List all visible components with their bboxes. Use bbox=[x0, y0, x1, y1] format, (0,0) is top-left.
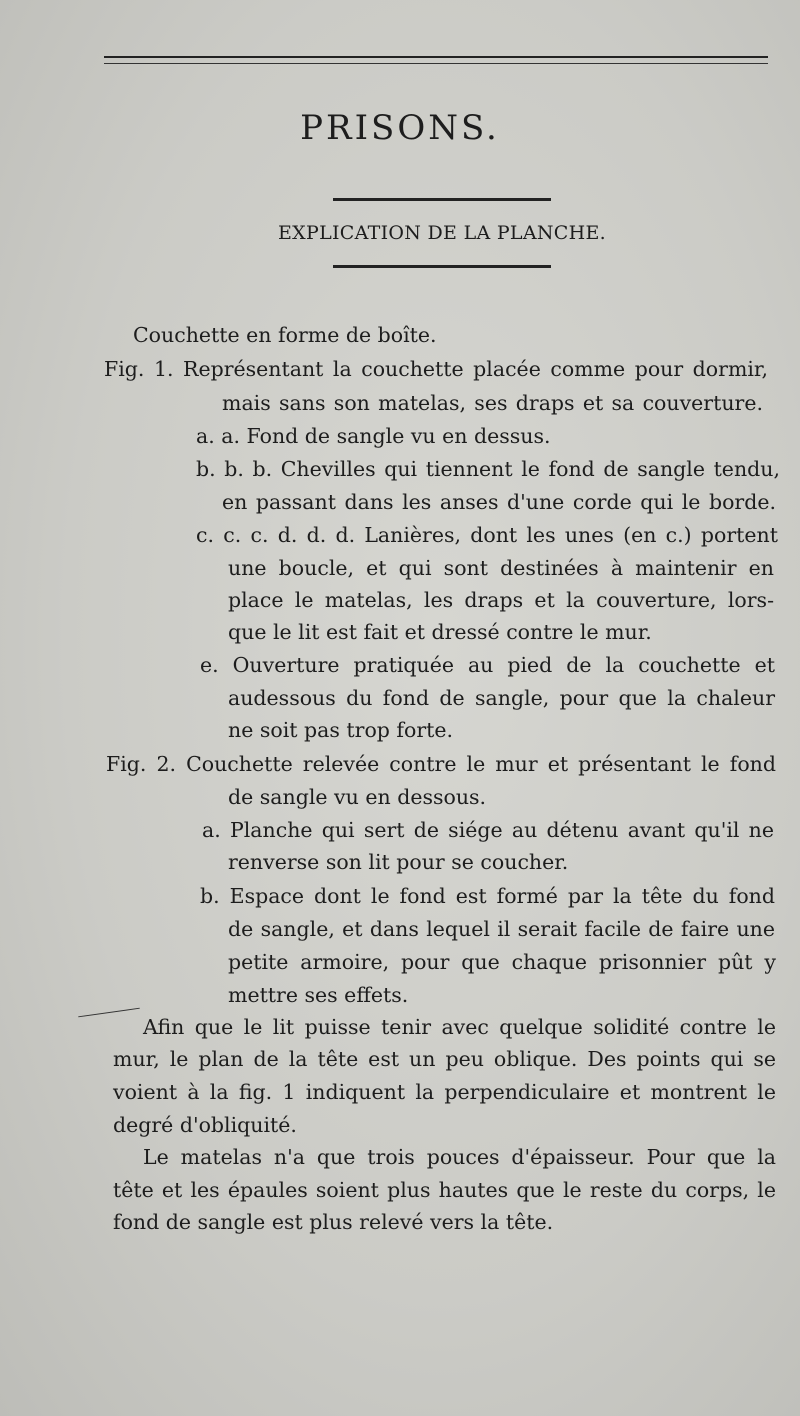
text-line: voient à la fig. 1 indiquent la perpendiculaire et montrent le bbox=[113, 1080, 776, 1104]
text-line: que le lit est fait et dressé contre le mur. bbox=[228, 620, 652, 644]
title-rule-upper bbox=[333, 198, 551, 201]
header-double-rule bbox=[104, 56, 768, 64]
text-line: fond de sangle est plus relevé vers la tête. bbox=[113, 1210, 554, 1234]
text-line: degré d'obliquité. bbox=[113, 1113, 297, 1137]
text-line: ne soit pas trop forte. bbox=[228, 718, 454, 742]
text-line: en passant dans les anses d'une corde qui le borde. bbox=[222, 490, 776, 514]
text-line: Afin que le lit puisse tenir avec quelque solidité contre le bbox=[143, 1015, 776, 1039]
text-line: mettre ses effets. bbox=[228, 983, 409, 1007]
text-line: b. b. b. Chevilles qui tiennent le fond de sangle tendu, bbox=[196, 457, 780, 481]
paragraph-dash bbox=[78, 1008, 140, 1018]
text-line: Le matelas n'a que trois pouces d'épaisseur. Pour que la bbox=[143, 1145, 776, 1169]
text-line: tête et les épaules soient plus hautes que le reste du corps, le bbox=[113, 1178, 776, 1202]
text-line: a. Planche qui sert de siége au détenu avant qu'il ne bbox=[202, 818, 774, 842]
title-rule-lower bbox=[333, 265, 551, 268]
page-subtitle: EXPLICATION DE LA PLANCHE. bbox=[277, 222, 607, 244]
text-line: de sangle vu en dessous. bbox=[228, 785, 487, 809]
text-line: renverse son lit pour se coucher. bbox=[228, 850, 569, 874]
page-title: PRISONS. bbox=[300, 108, 500, 148]
text-line: petite armoire, pour que chaque prisonnier pût y bbox=[228, 950, 776, 974]
text-line: a. a. Fond de sangle vu en dessus. bbox=[196, 424, 551, 448]
text-line: place le matelas, les draps et la couverture, lors- bbox=[228, 588, 774, 612]
text-line: mur, le plan de la tête est un peu oblique. Des points qui se bbox=[113, 1047, 776, 1071]
text-line: une boucle, et qui sont destinées à maintenir en bbox=[228, 556, 774, 580]
text-line: Fig. 1. Représentant la couchette placée comme pour dormir, bbox=[104, 357, 768, 381]
text-line: Fig. 2. Couchette relevée contre le mur et présentant le fond bbox=[106, 752, 776, 776]
text-line: de sangle, et dans lequel il serait facile de faire une bbox=[228, 917, 775, 941]
text-line: e. Ouverture pratiquée au pied de la couchette et bbox=[200, 653, 775, 677]
text-line: b. Espace dont le fond est formé par la tête du fond bbox=[200, 884, 775, 908]
text-line: audessous du fond de sangle, pour que la chaleur bbox=[228, 686, 775, 710]
text-line: mais sans son matelas, ses draps et sa couverture. bbox=[222, 391, 763, 415]
text-line: Couchette en forme de boîte. bbox=[133, 323, 437, 347]
text-line: c. c. c. d. d. d. Lanières, dont les unes (en c.) portent bbox=[196, 523, 778, 547]
